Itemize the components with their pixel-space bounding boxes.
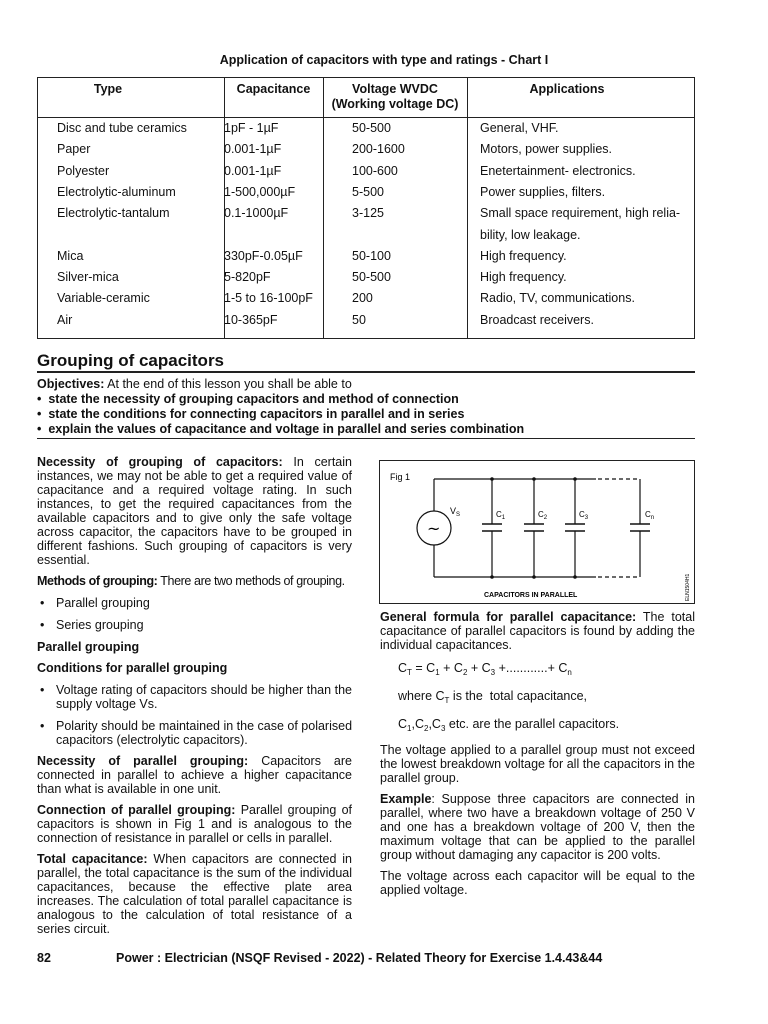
paragraph-total-capacitance: Total capacitance: When capacitors are connected in parallel, the total capacitance is the sum of the individual capacitances, because the effective plate area increases. The calculation of total parallel capacitance is analogous to the calculation of total resistance of a series circuit.: [37, 852, 353, 936]
table-cell: 0.001-1µF: [224, 163, 282, 178]
objective-item: • explain the values of capacitance and voltage in parallel and series combination: [37, 422, 525, 436]
table-cell: Variable-ceramic: [57, 291, 150, 306]
page-number: 82: [37, 951, 51, 965]
svg-text:C2: $C_2$: [538, 510, 548, 521]
table-cell: 100-600: [352, 163, 398, 178]
paragraph-necessity: Necessity of grouping of capacitors: In certain instances, we may not be able to get a required value of capacitance and a required voltage rating. In such instances, to get the required capacitances from the available capacitors and to give only the safe voltage across capacitor, the capacitors have to be grouped in different fashions. Such grouping of capacitors is very essential.: [37, 455, 352, 567]
table-cell: 10-365pF: [224, 312, 278, 327]
table-cell: 200-1600: [352, 142, 405, 157]
table-cell: 330pF-0.05µF: [224, 248, 303, 263]
table-cell: 0.001-1µF: [224, 142, 282, 157]
heading-conditions: Conditions for parallel grouping: [37, 661, 228, 675]
table-cell: General, VHF.: [480, 121, 559, 135]
section-rule: [37, 371, 695, 373]
table-cell: 1-5 to 16-100pF: [224, 291, 313, 306]
table-cell: Broadcast receivers.: [480, 312, 594, 327]
chart-title: Application of capacitors with type and ratings - Chart I: [219, 53, 549, 67]
paragraph-methods: Methods of grouping: There are two methods of grouping.: [37, 574, 345, 588]
table-cell: 50: [352, 312, 366, 327]
header-applications: Applications: [529, 82, 605, 96]
svg-text:~: ~: [427, 519, 441, 538]
paragraph-necessity-parallel: Necessity of parallel grouping: Capacitors are connected in parallel to achieve a higher capacitance than what is available in one unit.: [37, 754, 352, 796]
table-cell: High frequency.: [480, 248, 567, 263]
fig-code: ELN1504H1: [685, 573, 691, 601]
header-voltage-sub: (Working voltage DC): [331, 97, 459, 111]
table-cell: 1pF - 1µF: [224, 121, 279, 135]
section-title: Grouping of capacitors: [37, 351, 225, 370]
source-label: $V_S$: [450, 506, 461, 518]
table-cell: bility, low leakage.: [480, 227, 581, 242]
fig-label: Fig 1: [390, 472, 411, 482]
header-type: Type: [93, 82, 123, 96]
table-cell: Electrolytic-tantalum: [57, 206, 170, 221]
objectives: [37, 377, 695, 437]
left-column: [37, 455, 352, 936]
right-column: [380, 610, 695, 897]
table-cell: 1-500,000µF: [224, 184, 296, 199]
table-cell: 50-100: [352, 248, 391, 263]
table-cell: 5-500: [352, 184, 384, 199]
objectives-label: Objectives:: [37, 377, 105, 391]
svg-text:C3: $C_3$: [579, 510, 589, 521]
table-header-divider: [38, 117, 694, 118]
paragraph-connection: Connection of parallel grouping: Parallel grouping of capacitors is shown in Fig 1 and is analogous to the connection of resistance in parallel or cells in parallel.: [37, 803, 352, 845]
table-cell: Mica: [57, 248, 84, 263]
objectives-lead: At the end of this lesson you shall be able to: [104, 377, 352, 391]
parallel-circuit-diagram: [380, 461, 694, 603]
capacitor-c1-icon: [482, 477, 506, 579]
header-capacitance: Capacitance: [236, 82, 311, 96]
table-cell: Radio, TV, communications.: [480, 291, 635, 306]
capacitor-cn-icon: [630, 479, 654, 577]
svg-text:C1: $C_1$: [496, 510, 506, 521]
footer-text: Power : Electrician (NSQF Revised - 2022) - Related Theory for Exercise 1.4.43&44: [116, 951, 603, 965]
page-footer: [37, 951, 695, 965]
svg-text:Cn: $C_n$: [645, 510, 655, 521]
table-cell: 3-125: [352, 206, 384, 221]
formula-where: where $C_T$ is the total capacitance,: [398, 689, 588, 705]
table-cell: Polyester: [57, 163, 110, 178]
list-item: • Parallel grouping: [40, 596, 150, 610]
table-cell: Small space requirement, high relia-: [480, 206, 681, 221]
table-column-divider: [467, 78, 468, 338]
table-cell: Paper: [57, 142, 91, 157]
capacitor-c2-icon: [524, 477, 548, 579]
table-cell: 0.1-1000µF: [224, 206, 289, 221]
table-cell: 50-500: [352, 270, 391, 285]
paragraph-example: Example: Suppose three capacitors are connected in parallel, where two have a breakdown voltage of 250 V and one has a breakdown voltage of 200 V, then the maximum voltage that can be applied to the parallel group without damaging any capacitor is 200 volts.: [380, 792, 695, 862]
table-column-divider: [323, 78, 324, 338]
table-cell: Silver-mica: [57, 270, 119, 285]
list-item: • Voltage rating of capacitors should be higher than the supply voltage Vs.: [40, 683, 352, 711]
table-cell: Air: [57, 312, 73, 327]
paragraph-general-formula: General formula for parallel capacitance: The total capacitance of parallel capacitors is found by adding the individual capacitances.: [380, 610, 696, 652]
list-item: • Polarity should be maintained in the case of polarised capacitors (electrolytic capacitors).: [40, 719, 353, 747]
figure-1: [379, 460, 695, 604]
fig-caption: CAPACITORS IN PARALLEL: [484, 592, 578, 599]
table-cell: 5-820pF: [224, 270, 271, 285]
objective-item: • state the conditions for connecting capacitors in parallel and in series: [37, 407, 465, 421]
heading-parallel-grouping: Parallel grouping: [37, 640, 140, 654]
table-cell: Electrolytic-aluminum: [57, 184, 176, 199]
table-cell: Power supplies, filters.: [480, 184, 606, 199]
table-cell: Enetertainment- electronics.: [480, 163, 636, 178]
formula: $C_T = C_1 + C_2 + C_3$ +............+ $C_n$: [398, 661, 572, 677]
paragraph-voltage-equal: The voltage across each capacitor will be equal to the applied voltage.: [380, 869, 695, 897]
table-cell: 50-500: [352, 121, 391, 135]
capacitor-c3-icon: [565, 477, 589, 579]
table-cell: Disc and tube ceramics: [57, 121, 187, 135]
formula-etc: $C_1,C_2,C_3$ etc. are the parallel capacitors.: [398, 717, 620, 733]
objective-item: • state the necessity of grouping capacitors and method of connection: [37, 392, 459, 406]
objectives-rule: [37, 438, 695, 439]
header-voltage: Voltage WVDC: [352, 82, 438, 96]
table-cell: High frequency.: [480, 270, 567, 285]
table-cell: Motors, power supplies.: [480, 142, 613, 157]
capacitor-table: [37, 77, 695, 339]
table-cell: 200: [352, 291, 373, 306]
paragraph-voltage-limit: The voltage applied to a parallel group must not exceed the lowest breakdown voltage for all the capacitors in the parallel group.: [380, 743, 695, 785]
list-item: • Series grouping: [40, 618, 144, 632]
